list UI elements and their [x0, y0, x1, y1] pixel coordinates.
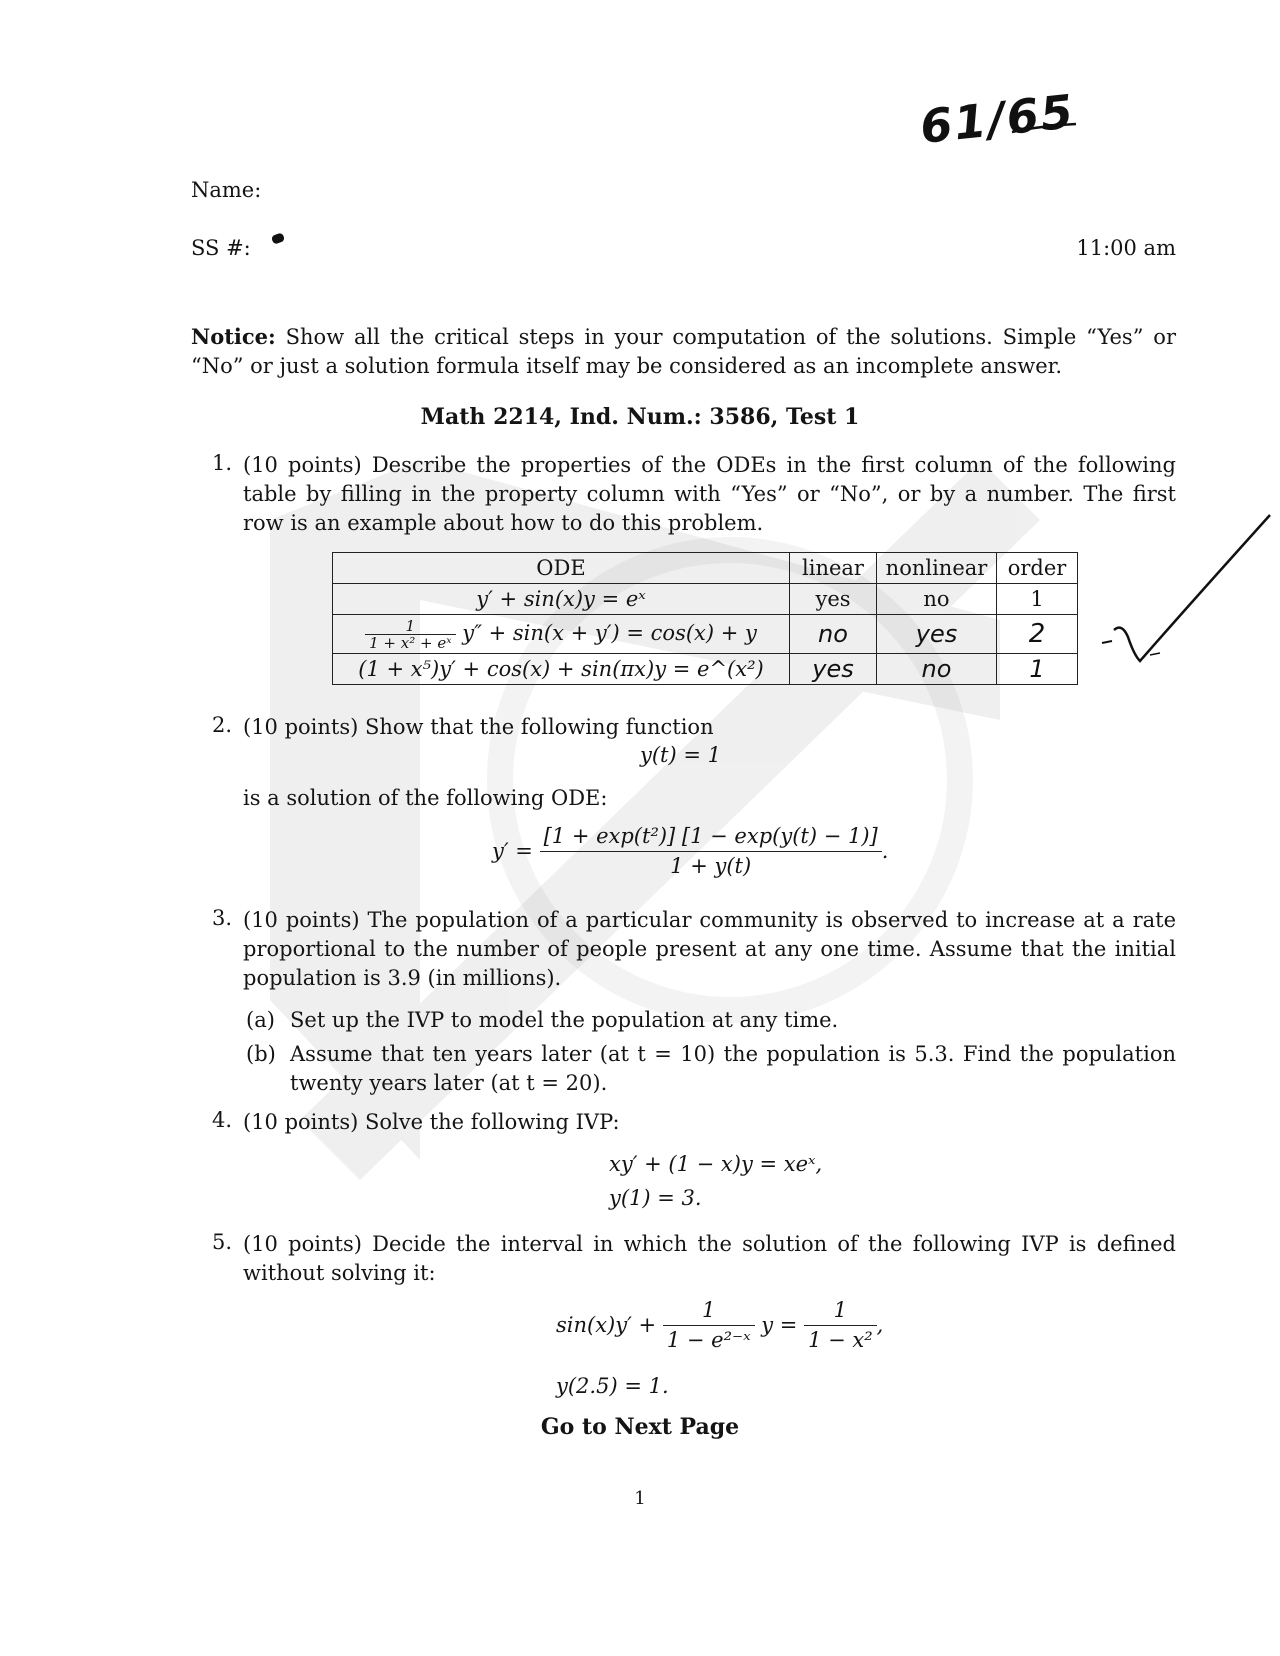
problem-5-equation — [556, 1296, 883, 1355]
order-cell-handwritten: 1 — [997, 654, 1078, 685]
problem-5-number: 5. — [212, 1230, 233, 1254]
order-cell: 1 — [997, 584, 1078, 615]
equation-fraction-1 — [663, 1296, 755, 1355]
ode-properties-table — [332, 552, 1078, 685]
ode-lhs: y′ = — [492, 839, 533, 863]
problem-2-ode — [492, 822, 888, 881]
linear-cell-handwritten: no — [790, 615, 877, 654]
header-order: order — [997, 553, 1078, 584]
notice-text: Show all the critical steps in your computation of the solutions. Simple “Yes” or “No” or just a solution formula itself may be considered as an incomplete answer. — [191, 325, 1176, 378]
problem-2-text: (10 points) Show that the following function — [243, 715, 714, 739]
equation-part-b: y = — [761, 1313, 798, 1337]
table-row — [333, 654, 1078, 685]
problem-4-equation: xy′ + (1 − x)y = xeˣ, — [609, 1152, 823, 1176]
fraction-denominator: 1 − e²⁻ˣ — [666, 1328, 751, 1352]
time-label: 11:00 am — [1076, 236, 1176, 260]
header-nonlinear: nonlinear — [877, 553, 997, 584]
go-to-next-page: Go to Next Page — [540, 1414, 740, 1440]
problem-3-number: 3. — [212, 906, 233, 930]
ode-cell: (1 + x⁵)y′ + cos(x) + sin(πx)y = e^(x²) — [333, 654, 790, 685]
notice-label: Notice: — [191, 324, 276, 349]
problem-2-function: y(t) = 1 — [640, 743, 721, 767]
fraction-denominator: 1 + x² + eˣ — [369, 633, 452, 652]
table-row — [333, 615, 1078, 654]
problem-3-part-a-text: Set up the IVP to model the population at any time. — [290, 1008, 839, 1032]
ss-label: SS #: — [191, 236, 251, 260]
ode-cell: y′ + sin(x)y = eˣ — [333, 584, 790, 615]
linear-cell-handwritten: yes — [790, 654, 877, 685]
problem-4-initial-condition: y(1) = 3. — [609, 1186, 702, 1210]
problem-3-part-b-text: Assume that ten years later (at t = 10) the population is 5.3. Find the population twenty years later (at t = 20). — [290, 1042, 1176, 1095]
ink-blot — [271, 232, 285, 245]
fraction-numerator: 1 — [663, 1296, 755, 1326]
fraction-numerator: 1 — [365, 618, 455, 635]
problem-5-text: (10 points) Decide the interval in which the solution of the following IVP is defined without solving it: — [243, 1232, 1176, 1285]
header-linear: linear — [790, 553, 877, 584]
fraction-numerator: [1 + exp(t²)] [1 − exp(y(t) − 1)] — [540, 822, 882, 852]
problem-4-number: 4. — [212, 1108, 233, 1132]
page-number: 1 — [634, 1488, 646, 1509]
notice — [191, 322, 1176, 381]
problem-1-text: (10 points) Describe the properties of the ODEs in the first column of the following table by filling in the property column with “Yes” or “No”, or by a number. The first row is an example about how to do this problem. — [243, 453, 1176, 535]
problem-3-part-b-label: (b) — [246, 1042, 276, 1066]
header-ode: ODE — [333, 553, 790, 584]
name-label: Name: — [191, 178, 262, 202]
test-title: Math 2214, Ind. Num.: 3586, Test 1 — [420, 404, 860, 430]
table-row — [333, 584, 1078, 615]
fraction-denominator: 1 + y(t) — [670, 854, 752, 878]
nonlinear-cell-handwritten: yes — [877, 615, 997, 654]
check-mark-icon — [1100, 505, 1280, 675]
problem-5-initial-condition: y(2.5) = 1. — [556, 1374, 669, 1398]
fraction-denominator: 1 − x² — [808, 1328, 873, 1352]
table-header-row — [333, 553, 1078, 584]
fraction-numerator: 1 — [804, 1296, 877, 1326]
nonlinear-cell: no — [877, 584, 997, 615]
handwritten-score: 61/65 — [917, 84, 1078, 154]
ode-cell — [333, 615, 790, 654]
problem-2-text-2: is a solution of the following ODE: — [243, 786, 608, 810]
ode-end: . — [881, 839, 889, 863]
order-cell-handwritten: 2 — [997, 615, 1078, 654]
score-underline-mark — [1010, 120, 1080, 140]
nonlinear-cell-handwritten: no — [877, 654, 997, 685]
ode-fraction — [365, 618, 455, 651]
problem-4-text: (10 points) Solve the following IVP: — [243, 1110, 620, 1134]
problem-2-number: 2. — [212, 713, 233, 737]
ode-fraction — [540, 822, 882, 881]
ode-rest: y″ + sin(x + y′) = cos(x) + y — [462, 620, 757, 645]
problem-1-number: 1. — [212, 451, 233, 475]
equation-part-a: sin(x)y′ + — [556, 1313, 657, 1337]
linear-cell: yes — [790, 584, 877, 615]
problem-3-part-a-label: (a) — [246, 1008, 275, 1032]
problem-3-text: (10 points) The population of a particular community is observed to increase at a rate proportional to the number of people present at any one time. Assume that the initial population is 3.9 (in millions). — [243, 908, 1176, 990]
equation-end: , — [876, 1313, 884, 1337]
equation-fraction-2 — [804, 1296, 877, 1355]
